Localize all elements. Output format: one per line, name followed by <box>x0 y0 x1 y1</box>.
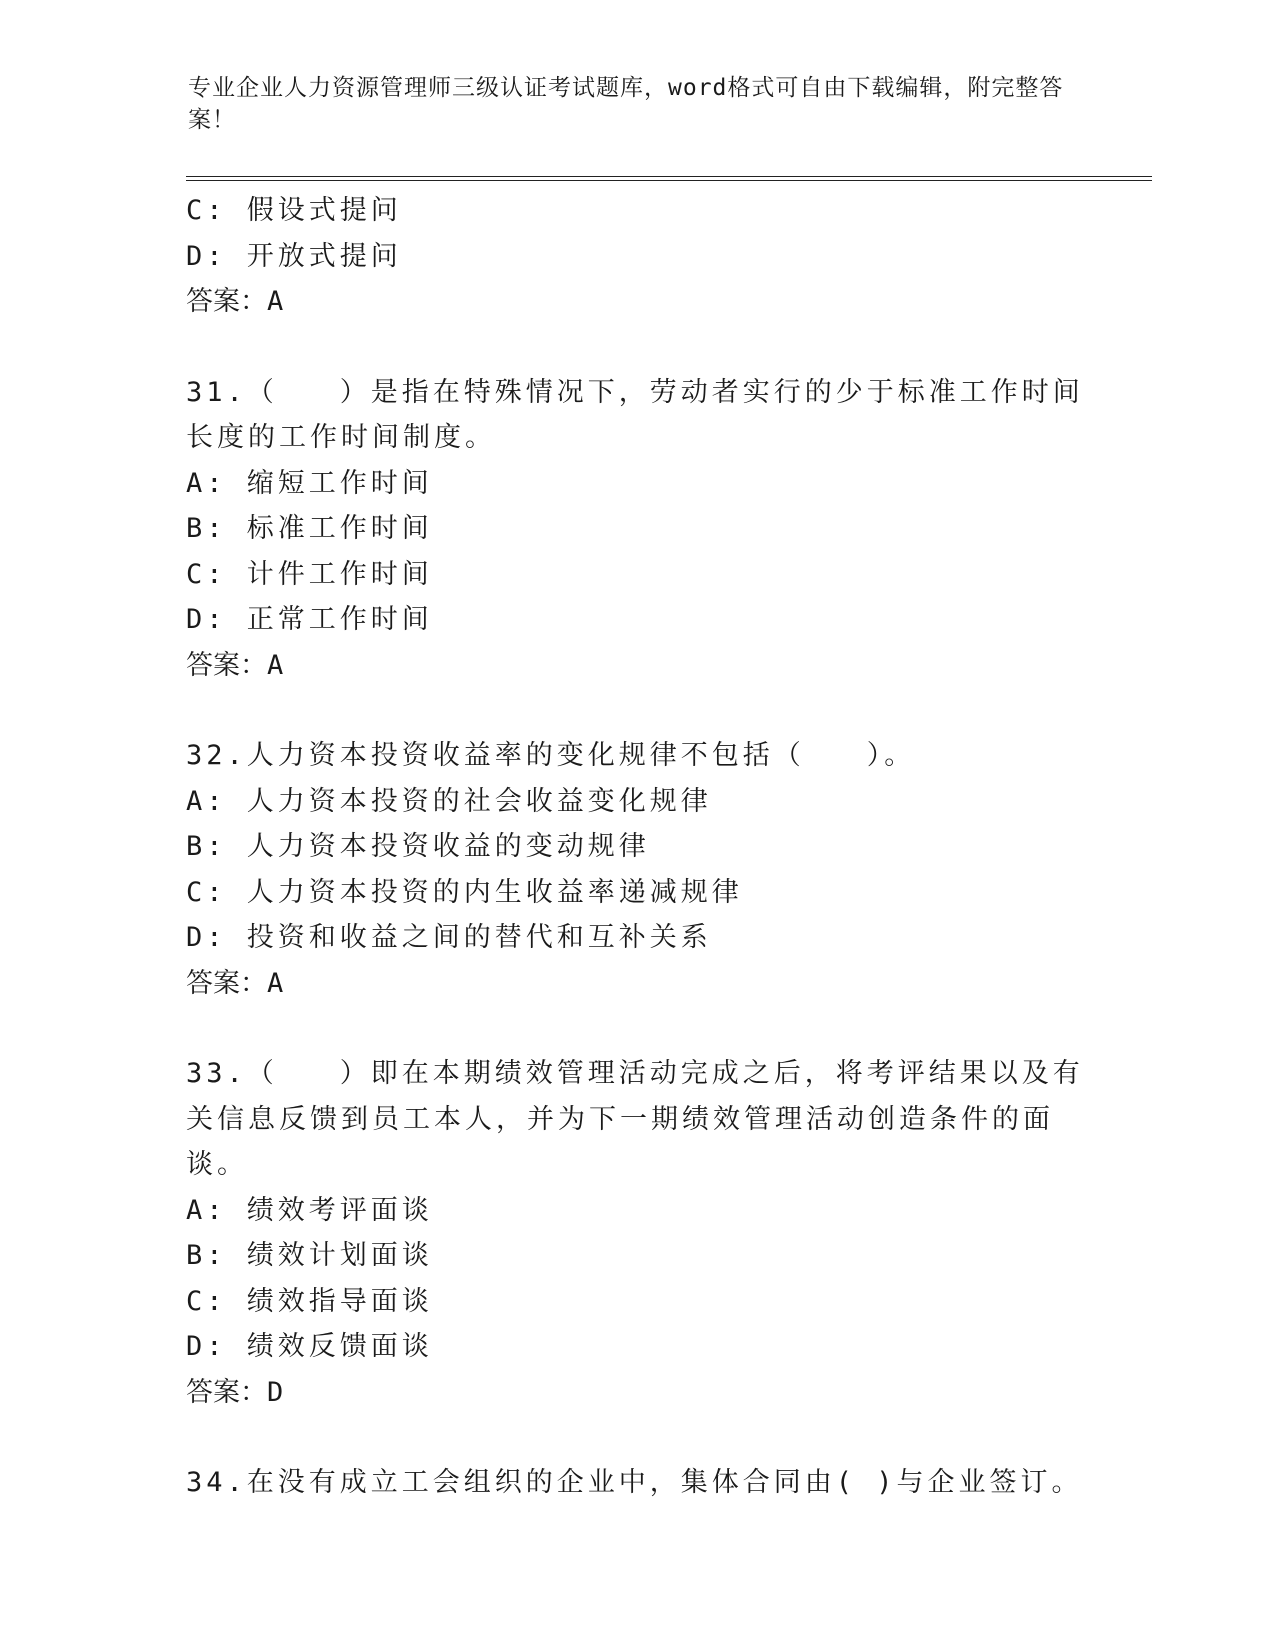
question-stem: 34.在没有成立工会组织的企业中，集体合同由( )与企业签订。 <box>186 1467 1083 1498</box>
answer-label: 答案： <box>186 649 267 681</box>
answer-line <box>186 279 1086 325</box>
answer-value: A <box>267 649 286 681</box>
answer-label: 答案： <box>186 1376 267 1408</box>
question-31 <box>186 370 1086 689</box>
option-a: A: 绩效考评面谈 <box>186 1194 433 1226</box>
option-a: A: 人力资本投资的社会收益变化规律 <box>186 785 712 817</box>
answer-label: 答案： <box>186 286 267 317</box>
answer-value: D <box>267 1376 286 1408</box>
answer-line <box>186 961 1086 1007</box>
option-b: B: 标准工作时间 <box>186 513 433 544</box>
option-c: C: 计件工作时间 <box>186 558 433 590</box>
option-b: B: 绩效计划面谈 <box>186 1240 433 1271</box>
question-33 <box>186 1051 1086 1415</box>
question-stem: 32.人力资本投资收益率的变化规律不包括（ ）。 <box>186 740 916 771</box>
option-a: A: 缩短工作时间 <box>186 467 433 499</box>
option-d: D: 投资和收益之间的替代和互补关系 <box>186 922 712 953</box>
answer-line <box>186 1370 1086 1416</box>
page-header <box>188 72 1068 136</box>
question-34 <box>186 1460 1086 1506</box>
option-b: B: 人力资本投资收益的变动规律 <box>186 831 650 862</box>
question-32 <box>186 733 1086 1006</box>
header-title: 专业企业人力资源管理师三级认证考试题库，word格式可自由下载编辑，附完整答案！ <box>188 75 1064 133</box>
option-d: D: 开放式提问 <box>186 240 402 272</box>
question-stem: 31.（ ）是指在特殊情况下，劳动者实行的少于标准工作时间长度的工作时间制度。 <box>186 376 1084 453</box>
option-d: D: 绩效反馈面谈 <box>186 1331 433 1362</box>
answer-value: A <box>267 286 286 317</box>
answer-value: A <box>267 967 286 999</box>
option-d: D: 正常工作时间 <box>186 604 433 635</box>
question-stem: 33.（ ）即在本期绩效管理活动完成之后，将考评结果以及有关信息反馈到员工本人，并为下一期绩效管理活动创造条件的面谈。 <box>186 1058 1084 1180</box>
option-c: C: 绩效指导面谈 <box>186 1285 433 1317</box>
option-c: C: 人力资本投资的内生收益率递减规律 <box>186 876 743 908</box>
question-list <box>186 188 1086 1506</box>
prev-question-block <box>186 188 1086 325</box>
answer-label: 答案： <box>186 967 267 999</box>
option-c: C: 假设式提问 <box>186 195 402 226</box>
header-divider <box>186 176 1152 181</box>
answer-line <box>186 643 1086 689</box>
